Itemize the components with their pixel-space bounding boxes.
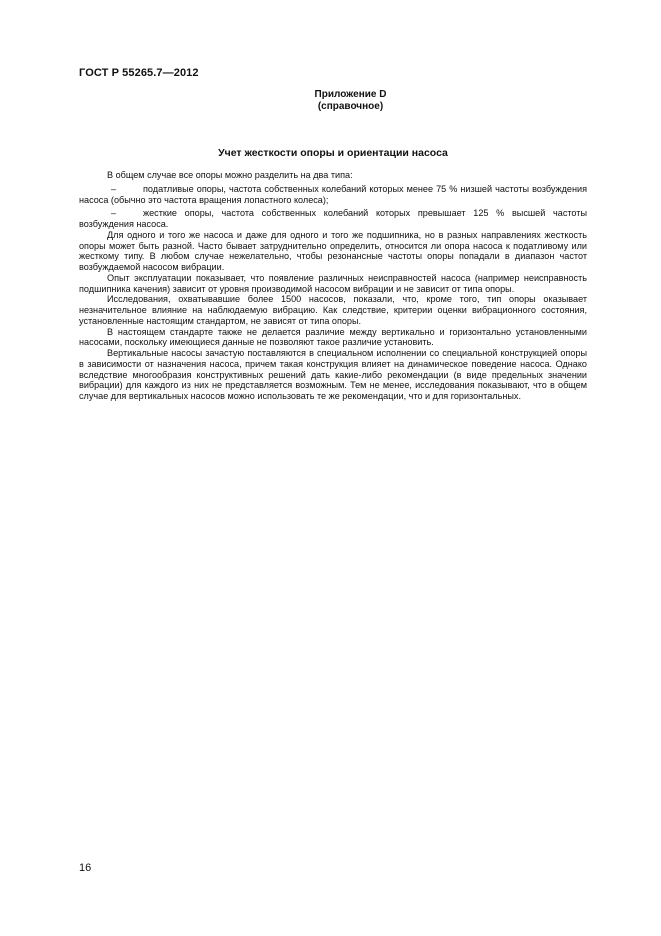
page-number: 16 bbox=[79, 862, 92, 874]
body-text bbox=[79, 170, 587, 402]
list-item-text: жесткие опоры, частота собственных колебаний которых превышает 125 % высшей частоты возбуждения насоса. bbox=[79, 208, 587, 229]
paragraph: Для одного и того же насоса и даже для одного и того же подшипника, но в разных направлениях жесткость опоры может быть разной. Часто бывает затруднительно определить, относится ли опора насоса к податливому или жесткому типу. В любом случае нежелательно, чтобы резонансные частоты опоры попадали в диапазон частот возбуждаемой насосом вибрации. bbox=[79, 229, 587, 272]
list-item bbox=[79, 208, 587, 230]
paragraph: Опыт эксплуатации показывает, что появление различных неисправностей насоса (например неисправность подшипника качения) зависит от уровня производимой насосом вибрации и не зависит от типа опоры. bbox=[79, 272, 587, 294]
document-header: ГОСТ Р 55265.7—2012 bbox=[79, 67, 199, 79]
intro-paragraph: В общем случае все опоры можно разделить на два типа: bbox=[107, 170, 353, 180]
dash-marker: – bbox=[111, 183, 117, 194]
appendix-note: (справочное) bbox=[317, 101, 384, 112]
dash-marker: – bbox=[111, 208, 117, 219]
paragraph: Исследования, охватывавшие более 1500 насосов, показали, что, кроме того, тип опоры оказывает незначительное влияние на наблюдаемую вибрацию. Как следствие, критерии оценки вибрационного состояния, установленные настоящим стандартом, не зависят от типа опоры. bbox=[79, 294, 587, 326]
appendix-label: Приложение D bbox=[314, 89, 387, 100]
paragraph: Вертикальные насосы зачастую поставляются в специальном исполнении со специальной конструкцией опоры в зависимости от назначения насоса, причем такая конструкция влияет на динамическое поведение насоса. Однако вследствие многообразия конструктивных решений дать какие-либо рекомендации (в виде предельных значении вибрации) для каждого из них не представляется возможным. Тем не менее, исследования показывают, что в общем случае для вертикальных насосов можно использовать те же рекомендации, что и для горизонтальных. bbox=[79, 348, 587, 401]
section-title: Учет жесткости опоры и ориентации насоса bbox=[218, 147, 448, 159]
list-item bbox=[79, 184, 587, 206]
paragraph: В настоящем стандарте также не делается различие между вертикально и горизонтально установленными насосами, поскольку имеющиеся данные не позволяют такое различие установить. bbox=[79, 326, 587, 348]
list-item-text: податливые опоры, частота собственных колебаний которых менее 75 % низшей частоты возбуждения насоса (обычно это частота вращения лопастного колеса); bbox=[79, 183, 587, 205]
appendix-heading bbox=[0, 89, 661, 113]
